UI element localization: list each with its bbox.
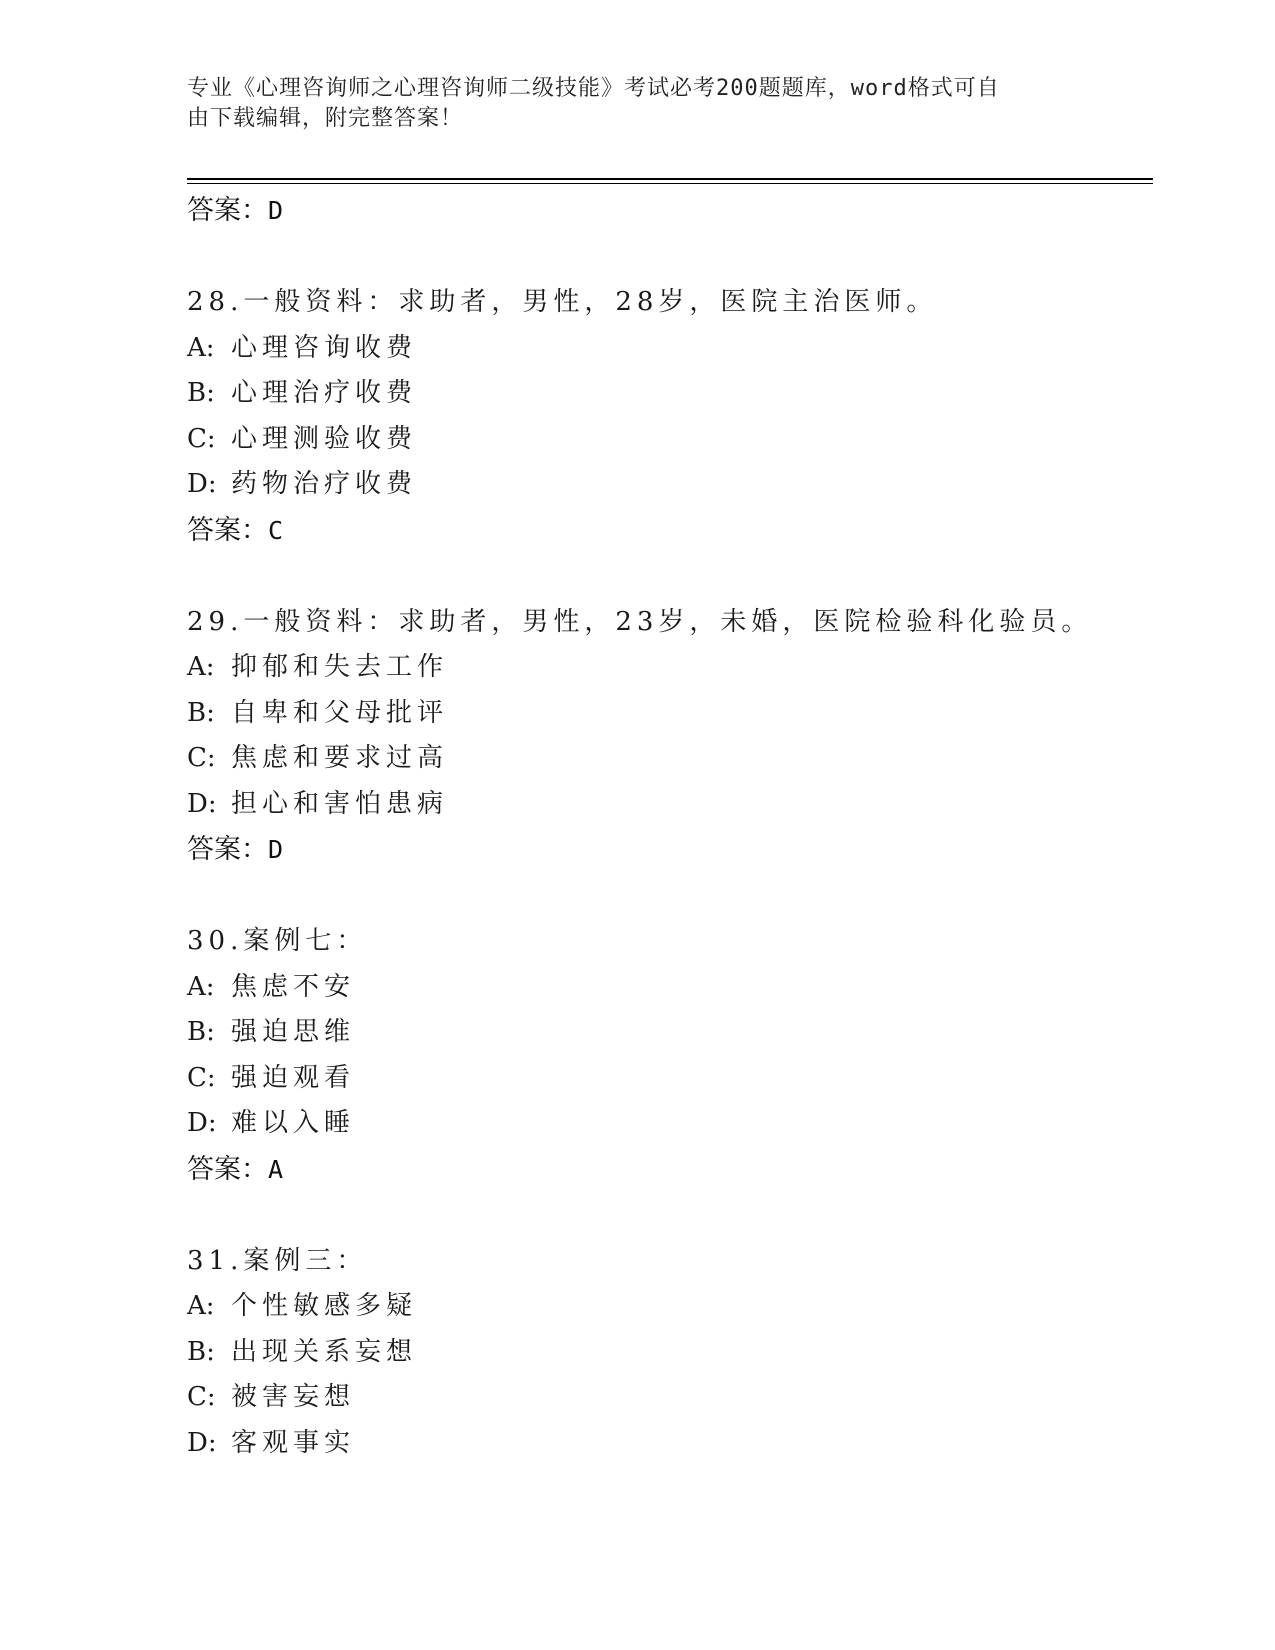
question-block [187, 280, 1147, 554]
option-a: A: 抑郁和失去工作 [187, 652, 449, 682]
option-c: C: 心理测验收费 [187, 423, 418, 454]
answer-line: 答案：A [187, 1153, 284, 1185]
option-c: C: 焦虑和要求过高 [187, 743, 449, 773]
question-stem: 29.一般资料：求助者，男性，23岁，未婚，医院检验科化验员。 [187, 606, 1093, 637]
answer-line: 答案：D [187, 834, 284, 865]
option-d: D: 药物治疗收费 [187, 469, 418, 499]
option-b: B: 出现关系妄想 [187, 1336, 418, 1367]
header-line-2: 由下载编辑，附完整答案！ [187, 106, 464, 131]
option-c: C: 被害妄想 [187, 1382, 356, 1412]
question-block [187, 1239, 1147, 1467]
answer-line: 答案：C [187, 514, 284, 546]
option-d: D: 客观事实 [187, 1427, 356, 1458]
header-rule-thin [187, 183, 1153, 184]
option-d: D: 担心和害怕患病 [187, 788, 449, 819]
option-a: A: 个性敏感多疑 [187, 1291, 418, 1321]
header-line-1: 专业《心理咨询师之心理咨询师二级技能》考试必考200题题库，word格式可自 [187, 76, 1000, 101]
header-rule-thick [187, 178, 1153, 180]
question-block [187, 600, 1147, 874]
option-a: A: 焦虑不安 [187, 971, 356, 1002]
option-b: B: 强迫思维 [187, 1017, 356, 1047]
option-a: A: 心理咨询收费 [187, 332, 418, 363]
option-c: C: 强迫观看 [187, 1062, 356, 1093]
page-header [187, 74, 1067, 134]
option-b: B: 自卑和父母批评 [187, 697, 449, 728]
question-stem: 30.案例七： [187, 926, 368, 956]
option-b: B: 心理治疗收费 [187, 378, 418, 408]
question-stem: 31.案例三： [187, 1245, 368, 1276]
question-stem: 28.一般资料：求助者，男性，28岁，医院主治医师。 [187, 287, 938, 317]
question-list [187, 188, 1147, 1466]
question-block [187, 919, 1147, 1193]
option-d: D: 难以入睡 [187, 1108, 356, 1138]
answer-line: 答案：D [187, 195, 284, 226]
